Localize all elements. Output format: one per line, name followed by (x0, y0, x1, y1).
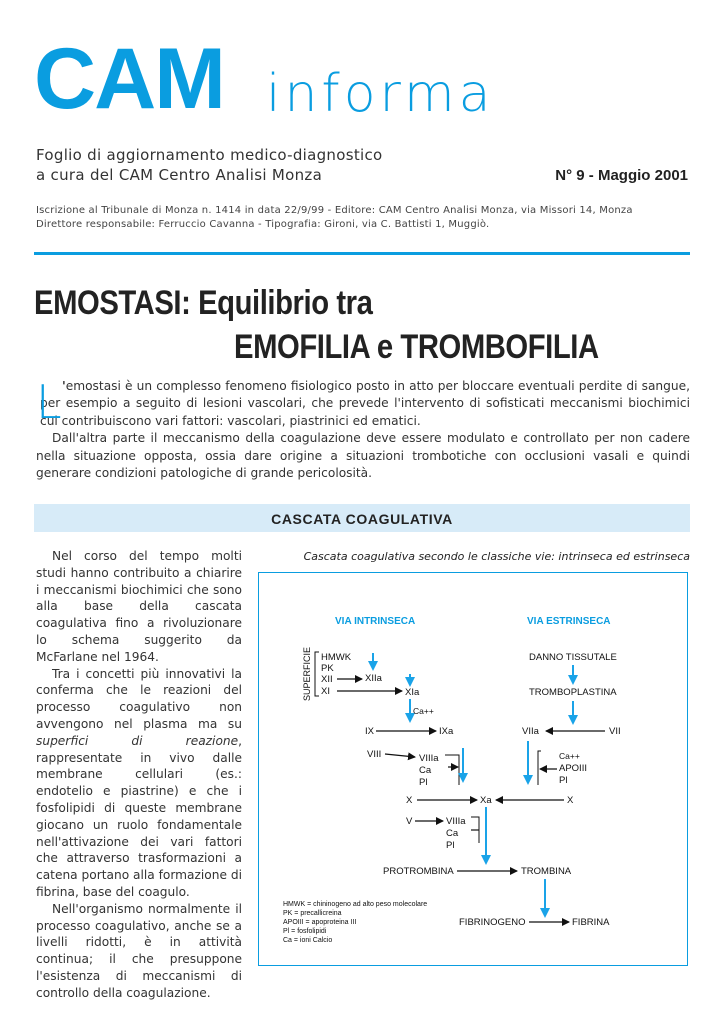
header-divider (34, 252, 690, 255)
ca-plus-label-1: Ca++ (413, 706, 434, 716)
legend-line-1: HMWK = chininogeno ad alto peso molecolare (283, 901, 428, 908)
pl-label-3: Pl (446, 840, 455, 851)
tromboplastina-label: TROMBOPLASTINA (529, 687, 617, 698)
x-right-label: X (567, 795, 574, 806)
viii-label: VIII (367, 749, 382, 760)
via-intrinseca-label: VIA INTRINSECA (335, 616, 416, 627)
danno-tissutale-label: DANNO TISSUTALE (529, 652, 617, 663)
viiia-bracket (445, 755, 459, 785)
legend-line-3: APOIII = apoproteina III (283, 919, 357, 926)
drop-cap: L (36, 375, 62, 429)
trombina-label: TROMBINA (521, 866, 572, 877)
section-paragraph-2-emphasis: superfici di reazione (36, 733, 239, 748)
figure-caption: Cascata coagulativa secondo le classiche vie: intrinseca ed estrinseca (303, 550, 690, 563)
issue-number: N° 9 - Maggio 2001 (555, 167, 688, 184)
ixa-label: IXa (439, 726, 454, 737)
section-paragraph-2-start: Tra i concetti più innovativi la conferma che le reazioni del processo coagulativo non avvengono nel plasma ma su (36, 666, 242, 731)
cascade-svg (259, 573, 686, 964)
ca-label-3: Ca (446, 828, 459, 839)
xi-label: XI (321, 686, 330, 697)
intro-paragraph-1-text: emostasi è un complesso fenomeno fisiologico posto in atto per bloccare eventuali perdite di sangue, per esempio a seguito di lesioni vascolari, che prevede l'intervento di sofisticati meccanismi biochimici cui contribuiscono vari fattori: vascolari, piastrinici ed ematici. (40, 379, 690, 428)
xia-label: XIa (405, 687, 420, 698)
viiia-label-1: VIIIa (419, 753, 439, 764)
viii-to-viiia-arrow (385, 754, 415, 757)
xa-label: Xa (480, 795, 492, 806)
legend-line-2: PK = precallicreina (283, 910, 342, 917)
section-paragraph-2 (36, 666, 242, 901)
registration-line-2: Direttore responsabile: Ferruccio Cavanna - Tipografia: Gironi, via C. Battisti 1, Muggiò. (36, 219, 490, 230)
section-paragraph-3: Nell'organismo normalmente il processo coagulativo, anche se a livelli ridotti, è in attività continua; il che presuppone l'esistenza di meccanismi di controllo della coagulazione. (36, 901, 242, 1000)
hmwk-label: HMWK (321, 652, 352, 663)
fibrinogeno-label: FIBRINOGENO (459, 917, 526, 928)
section-paragraph-2-end: , rappresentate in vivo dalle membrane cellulari (es.: endotelio e piastrine) e che i fosfolipidi di queste membrane giocano un ruolo fondamentale nell'attivazione dei vari fattori che attraverso trasformazioni a catena portano alla formazione di fibrina, base del coagulo. (36, 733, 242, 899)
superficie-label: SUPERFICIE (302, 646, 312, 701)
article-title-line-1: EMOSTASI: Equilibrio tra (34, 284, 373, 322)
logo-cam: CAM (34, 31, 224, 127)
pl-label-2: Pl (559, 775, 568, 786)
via-estrinseca-label: VIA ESTRINSECA (527, 616, 611, 627)
superficie-bracket (315, 652, 319, 696)
article-intro (36, 375, 690, 482)
vii-label: VII (609, 726, 621, 737)
xiia-label: XIIa (365, 673, 382, 684)
v-label: V (406, 816, 413, 827)
intro-paragraph-1 (36, 375, 690, 430)
fibrina-label: FIBRINA (572, 917, 610, 928)
viia-label: VIIa (522, 726, 539, 737)
cascade-diagram (258, 572, 688, 966)
logo-informa: informa (266, 64, 495, 124)
pk-label: PK (321, 663, 334, 674)
xii-label: XII (321, 674, 333, 685)
apoiii-bracket (538, 751, 541, 785)
pl-label-1: Pl (419, 777, 428, 788)
x-left-label: X (406, 795, 413, 806)
subtitle-line-1: Foglio di aggiornamento medico-diagnostico (36, 146, 383, 164)
section-title: CASCATA COAGULATIVA (271, 511, 453, 527)
apoiii-label: APOIII (559, 763, 587, 774)
ca-label-1: Ca (419, 765, 432, 776)
section-body (36, 548, 242, 1002)
intro-apostrophe: ' (62, 379, 66, 393)
protrombina-label: PROTROMBINA (383, 866, 454, 877)
intro-paragraph-2: Dall'altra parte il meccanismo della coagulazione deve essere modulato e controllato per non cadere nella situazione opposta, ossia dare origine a situazioni trombotiche con occlusioni vasali e quindi generare condizioni patologiche di grande pericolosità. (36, 431, 690, 481)
subtitle-line-2: a cura del CAM Centro Analisi Monza (36, 166, 323, 184)
viiia-label-2: VIIIa (446, 816, 466, 827)
registration-line-1: Iscrizione al Tribunale di Monza n. 1414 in data 22/9/99 - Editore: CAM Centro Analisi Monza, via Missori 14, Monza (36, 205, 633, 216)
legend-line-5: Ca = ioni Calcio (283, 937, 333, 944)
section-paragraph-1: Nel corso del tempo molti studi hanno contribuito a chiarire i meccanismi biochimici che sono alla base della cascata coagulativa fino a rivoluzionare lo schema suggerito da McFarlane nel 1964. (36, 549, 242, 664)
ix-label: IX (365, 726, 374, 737)
ca-plus-label-2: Ca++ (559, 751, 580, 761)
article-title-line-2: EMOFILIA e TROMBOFILIA (234, 328, 599, 366)
legend-line-4: Pl = fosfolipidi (283, 928, 327, 935)
